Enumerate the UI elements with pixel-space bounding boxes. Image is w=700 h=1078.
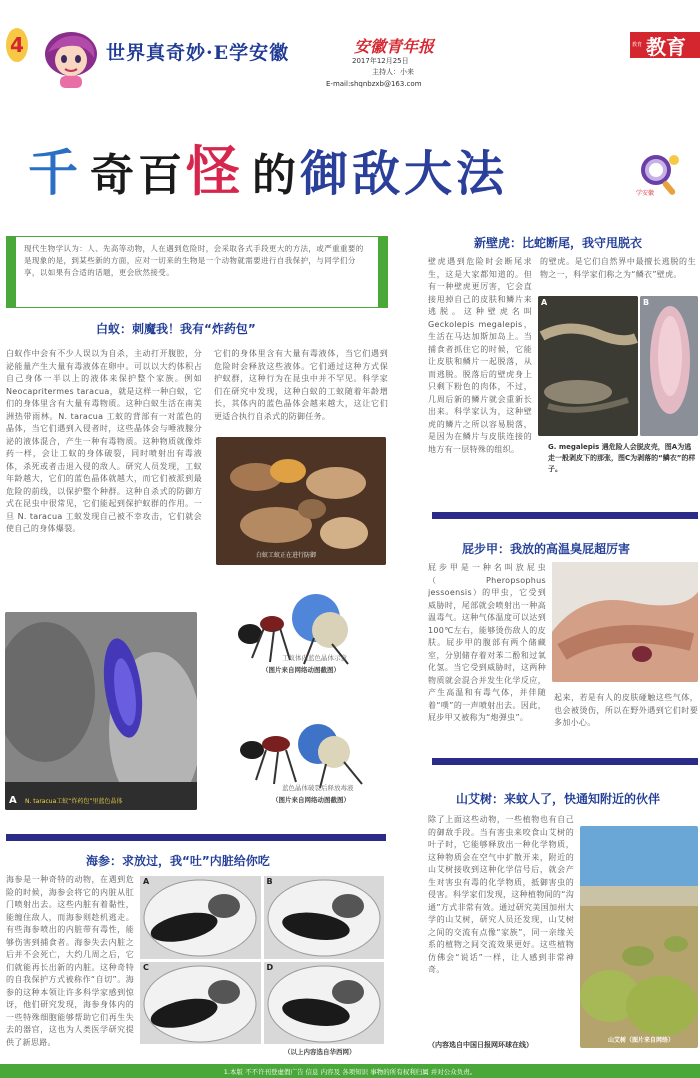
seacucumber-bar	[6, 834, 386, 841]
seacucumber-caption: （以上内容选自华西网）	[284, 1048, 356, 1056]
sagebrush-text: 除了上面这些动物，一些植物也有自己的御敌手段。当有害虫来咬食山艾树的叶子时，它能够释放出一种化学物质，这种物质会在空气中扩散开来，附近的山艾树接收到这种化学信号后，就会产生对害虫有毒的化学物质，抵御害虫的侵害。科学家们发现，这种植物间的“沟通”方式非常有效。通过研究美国加州大学的山艾树，研究人员还发现，山艾树之间的交流有点像“家族”，同一亲缘关系的植物之间交流效果更好。这些植物仿佛会“说话”一样，让人感到非常神奇。	[428, 815, 574, 974]
seacucumber-photo-panel	[264, 962, 385, 1045]
headline	[28, 128, 628, 203]
issue-date: 2017年12月25日	[352, 57, 409, 65]
edge-label-tab	[630, 32, 700, 58]
headline-char: 敌	[352, 146, 401, 202]
sagebrush-photo-caption: 山艾树（图片来自网络）	[608, 1037, 675, 1044]
page-number: 4	[10, 33, 24, 57]
ant-illustration-2	[226, 712, 386, 808]
sagebrush-bar	[432, 758, 698, 765]
crystal-caption: N. taracua工蚁“炸药包”里蓝色晶体	[25, 798, 123, 805]
page-number-badge	[6, 28, 28, 62]
intro-right-bar	[378, 237, 388, 307]
headline-char: 百	[138, 150, 182, 201]
intro-box	[6, 236, 388, 308]
ant-overlay-1: 工蚁体内蓝色晶体示意	[282, 654, 347, 662]
gecko-label-a: A	[541, 298, 548, 307]
gecko-caption: G. megalepis 遇危险人会脱皮壳，图A为逃走一般剥皮下的那张，图C为剥落的“鳞衣”的样子。	[548, 443, 696, 473]
gecko-label-b: B	[643, 298, 650, 307]
footer-bar	[0, 1064, 700, 1078]
termite-title: 白蚁：刺魔我！我有“炸药包”	[96, 322, 256, 336]
seacucumber-photo-grid	[140, 876, 384, 1044]
ant-caption-2: （图片来自网络动图截图）	[272, 796, 350, 804]
intro-left-bar	[6, 237, 16, 307]
termite-text: 白蚁作中会有不少人误以为自杀，主动打开腹腔，分泌能量产生大量有毒液体在卵中。可以以大约体积占自己身体一半以上的液体来保护整个家族。例如Neocapritermes taracua，就是这样一种白蚁，它们的身体里含有大量有毒物质。这种白蚁生活在南美洲热带雨林。N. taracua 工蚁的背部有一对蓝色的晶体，当它们遇到入侵者时，这些晶体会与唾液腺分泌的液体混合，产生一种有毒物质。这种物质就像炸药一样，会让工蚁的身体破裂，同时喷射出有毒液体，杀死或者击退入侵的敌人。研究人员发现，工蚁年龄越大，它们的蓝色晶体就越大，而它们被派到最危险的前线，以保护整个种群。这种自杀式的防御方式在昆虫中很常见，它们能起到保护蚁群的作用。一旦 N. taracua 工蚁发现自己被不幸攻击，它们就会使自己的身体爆裂。	[6, 349, 202, 533]
seacucumber-panel-label: A	[143, 877, 150, 886]
seacucumber-panel-label: D	[266, 962, 274, 972]
sagebrush-title: 山艾树：来蚊人了，快通知附近的伙伴	[456, 792, 661, 806]
termite-text-2: 它们的身体里含有大量有毒液体，当它们遇到危险时会释放这些液体。它们通过这种方式保护蚁群，这种行为在昆虫中并不罕见。科学家们在研究中发现，这种白蚁的工蚁随着年龄增长，其体内的蓝色晶体会越来越大，这让它们更适合执行自杀式的防御任务。	[214, 349, 388, 421]
gecko-side-text: 的壁虎。是它们自然界中最擅长逃脱的生物之一，科学家们称之为“鳞衣”壁虎。	[540, 257, 696, 279]
headline-logo-text: 学安徽	[636, 190, 655, 197]
termite-photo-caption: 白蚁工蚁正在进行防御	[256, 552, 317, 559]
crystal-sem-photo	[5, 612, 197, 810]
gecko-text: 壁虎遇到危险时会断尾求生，这是大家都知道的。但有一种壁虎更厉害，它会直接甩掉自己的皮肤和鳞片来逃脱。这种壁虎名叫Geckolepis megalepis，生活在马达加斯加岛上。当捕食者抓住它的时候，它能让皮肤和鳞片一起脱落，从而逃脱。脱落后的壁虎身上只剩下粉色的肉体，不过，几周后新的鳞片就会重新长出来。科学家认为，这种壁虎的鳞片之所以容易脱落，是因为在鳞片与皮肤连接的地方有一层特殊的组织。	[428, 257, 532, 454]
headline-char: 怪	[186, 139, 240, 203]
editor-line: 主持人：小来	[372, 68, 414, 76]
seacucumber-panel-label: C	[143, 962, 149, 972]
crystal-photo-label: A	[9, 795, 17, 806]
headline-char: 大	[404, 146, 453, 202]
beetle-bar	[432, 512, 698, 519]
edge-label-small: 教育	[632, 42, 643, 48]
headline-char: 千	[28, 143, 78, 202]
seacucumber-photo-panel	[264, 876, 385, 959]
sagebrush-photo	[580, 826, 698, 1048]
paper-name: 安徽青年报	[354, 37, 435, 56]
headline-char: 的	[252, 150, 296, 201]
beetle-text: 屁步甲是一种名叫放屁虫（Pheropsophus jessoensis）的甲虫，它受到威胁时，尾部就会喷射出一种高温毒气。这种气体温度可以达到100℃左右，能够烫伤敌人的皮肤。屁步甲的腹部有两个储藏室，分别储存着对苯二酚和过氧化氢。当它受到威胁时，这两种物质就会混合并发生化学反应，产生高温和有毒气体，并伴随着“噗”的一声喷射出去。因此，屁步甲又被称为“炮弹虫”。	[428, 563, 546, 722]
mascot-girl-icon	[38, 28, 104, 90]
mascot-avatar	[38, 28, 104, 90]
edge-label-big: 教育	[646, 34, 686, 59]
gecko-photo-a	[538, 296, 638, 436]
column-name: 世界真奇妙·E学安徽	[106, 42, 290, 64]
seacucumber-photo-panel	[140, 876, 261, 959]
intro-text: 现代生物学认为：人、先高等动物，人在遇到危险时，会采取各式手段更大的方法，或严重重要的是现象的是，到某些新的方面，应对一切来的生物是一个动物就需要进行自我保护，与同学们分享，以如果有合适的话题，更会欣然接受。	[24, 244, 364, 277]
beetle-title: 屁步甲：我放的高温臭屁超厉害	[462, 542, 631, 556]
beetle-hand-photo	[552, 562, 698, 682]
seacucumber-title: 海参：求放过，我“吐”内脏给你吃	[86, 854, 270, 868]
footer-text: 1.本版 不不许刊登虚假广告 信息 内容及 各项知识 事物的所有权利归属 并对公众负责。	[223, 1067, 477, 1076]
seacucumber-photo-panel	[140, 962, 261, 1045]
headline-logo	[634, 150, 684, 200]
ant-caption-1: （图片来自网络动图截图）	[262, 666, 340, 674]
seacucumber-text: 海参是一种奇特的动物，在遇到危险的时候，海参会将它的内脏从肛门喷射出去。这些内脏有着黏性，能缠住敌人，而海参则趁机逃走。有些海参喷出的内脏带有毒性，能够伤害到捕食者。海参失去内脏之后并不会死亡，大约几周之后，它们就能再长出新的内脏。这种奇特的自我保护方式被称作“自切”。海参的这种本领让许多科学家感到惊讶，他们研究发现，海参身体内的一些特殊细胞能够帮助它们再生失去的器官，这也为人类医学研究提供了新思路。	[6, 875, 134, 1047]
seacucumber-panel-label: B	[266, 877, 273, 886]
email-line: E-mail:shqnbzxb@163.com	[326, 80, 422, 88]
headline-char: 法	[456, 146, 505, 202]
headline-char: 奇	[90, 150, 134, 201]
gecko-title: 新壁虎：比蛇断尾，我守甩脱衣	[474, 236, 643, 250]
sagebrush-source: （内容选自中国日报网环球在线）	[428, 1041, 533, 1049]
ant-burst-icon	[226, 712, 386, 792]
beetle-bottom-text: 起来，若是有人的皮肤碰触这些气体，也会被烫伤，所以在野外遇到它们时要多加小心。	[554, 693, 698, 727]
gecko-photo-b	[640, 296, 698, 436]
ant-illustration-1	[224, 578, 384, 678]
ant-overlay-2: 蓝色晶体破裂后释放毒液	[282, 784, 354, 792]
headline-char: 御	[300, 146, 349, 202]
termite-photo	[216, 437, 386, 565]
